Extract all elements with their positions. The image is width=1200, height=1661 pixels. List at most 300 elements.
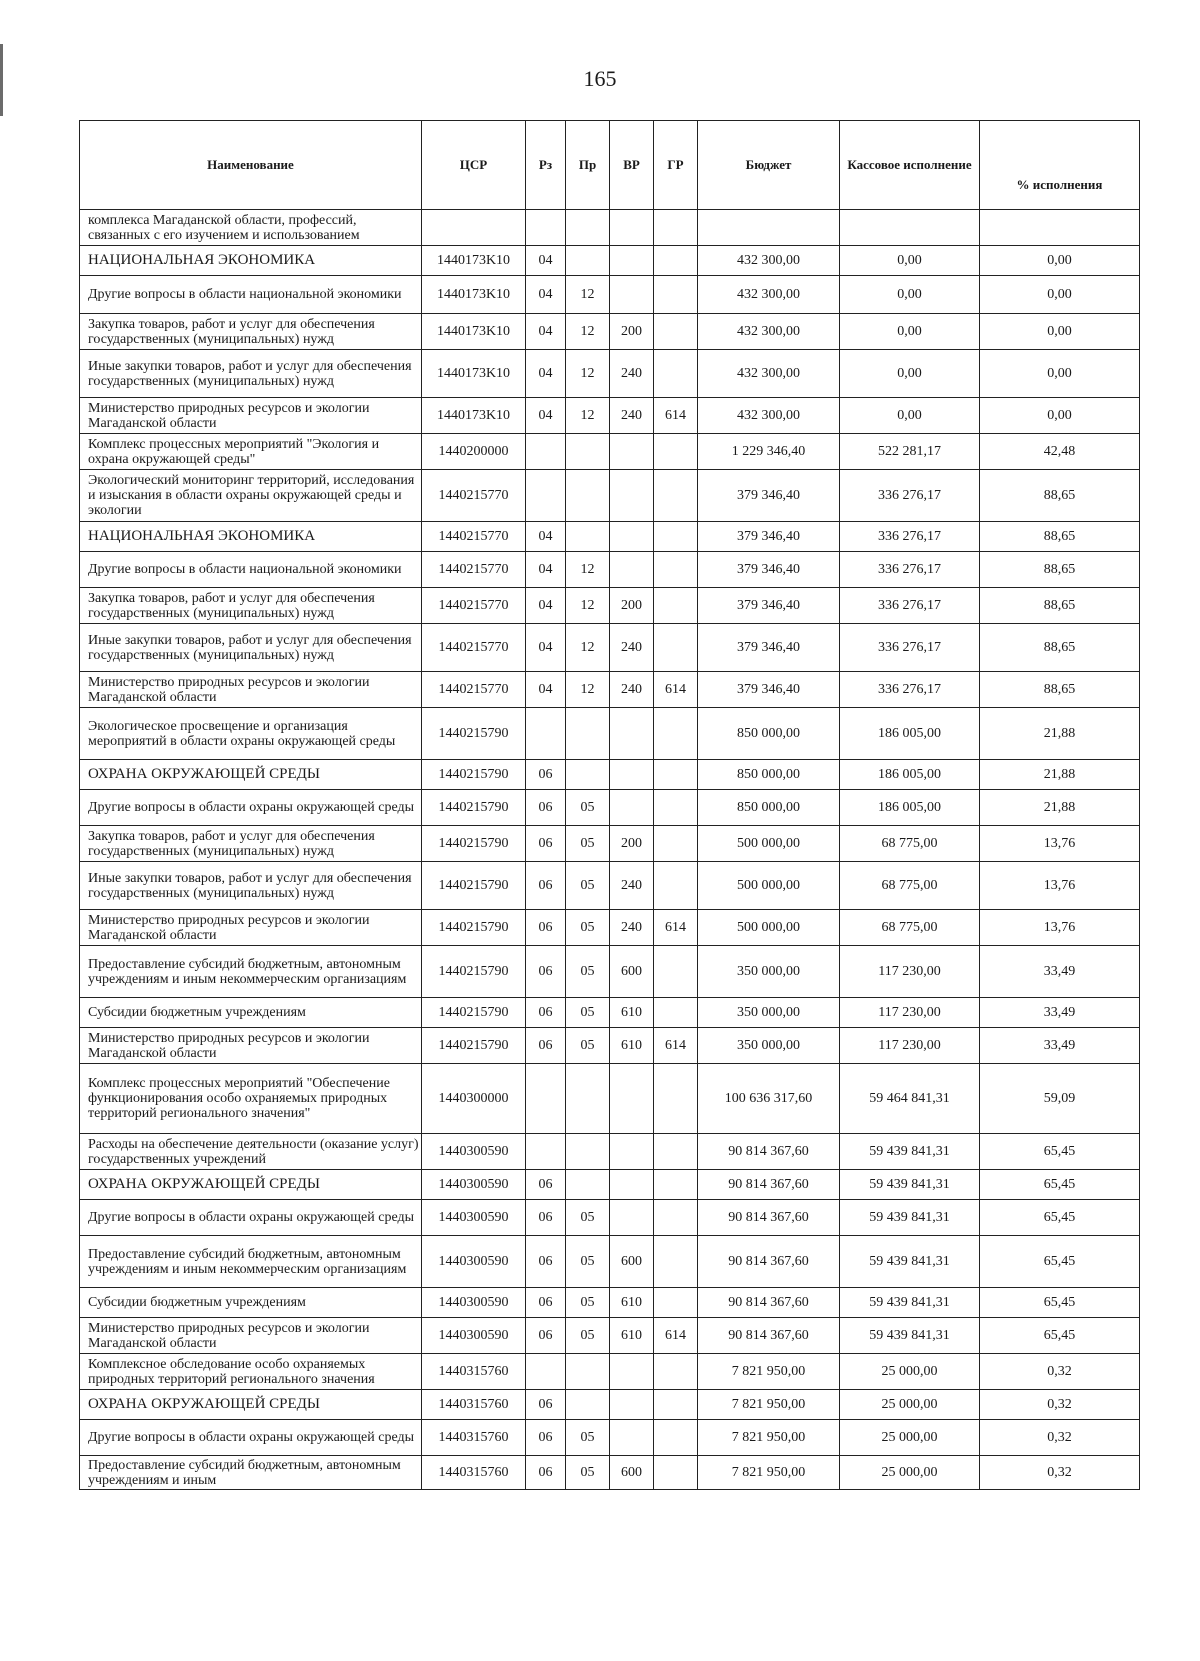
row-gr [654,434,698,470]
row-pr [566,760,610,790]
row-csr: 1440215770 [422,624,526,672]
row-rz: 06 [526,760,566,790]
row-percent-execution: 0,32 [980,1456,1140,1490]
row-pr [566,708,610,760]
table-row [80,522,1140,552]
row-gr [654,1288,698,1318]
row-vr: 200 [610,588,654,624]
row-pr: 12 [566,314,610,350]
row-cash-execution: 25 000,00 [840,1390,980,1420]
row-pr: 05 [566,862,610,910]
table-row [80,1456,1140,1490]
row-name: Закупка товаров, работ и услуг для обеспечения государственных (муниципальных) нужд [80,588,422,624]
row-cash-execution: 59 464 841,31 [840,1064,980,1134]
row-rz: 06 [526,1200,566,1236]
row-pr: 05 [566,946,610,998]
row-percent-execution: 33,49 [980,998,1140,1028]
table-body [80,210,1140,1490]
row-name: ОХРАНА ОКРУЖАЮЩЕЙ СРЕДЫ [80,1390,422,1420]
row-name: комплекса Магаданской области, профессий, связанных с его изучением и использованием [80,210,422,246]
row-pr [566,470,610,522]
row-budget: 7 821 950,00 [698,1390,840,1420]
row-vr: 240 [610,672,654,708]
row-budget: 1 229 346,40 [698,434,840,470]
row-rz: 06 [526,1420,566,1456]
row-gr: 614 [654,910,698,946]
table-row [80,790,1140,826]
row-pr: 05 [566,1236,610,1288]
table-row [80,1236,1140,1288]
row-vr: 600 [610,946,654,998]
table-row [80,1134,1140,1170]
row-budget: 850 000,00 [698,760,840,790]
row-gr [654,210,698,246]
row-vr [610,760,654,790]
row-budget: 7 821 950,00 [698,1456,840,1490]
header-rz: Рз [526,121,566,210]
row-name: Министерство природных ресурсов и экологии Магаданской области [80,910,422,946]
row-budget: 90 814 367,60 [698,1288,840,1318]
row-rz: 04 [526,588,566,624]
row-cash-execution [840,210,980,246]
row-rz: 06 [526,1318,566,1354]
row-vr [610,246,654,276]
row-cash-execution: 336 276,17 [840,672,980,708]
row-name: Предоставление субсидий бюджетным, автономным учреждениям и иным [80,1456,422,1490]
row-pr [566,246,610,276]
row-csr: 1440200000 [422,434,526,470]
row-csr: 1440300590 [422,1134,526,1170]
header-vr: ВР [610,121,654,210]
row-percent-execution: 88,65 [980,552,1140,588]
row-pr: 12 [566,624,610,672]
row-vr [610,1354,654,1390]
row-cash-execution: 336 276,17 [840,470,980,522]
table-row [80,946,1140,998]
row-csr: 1440315760 [422,1456,526,1490]
row-name: НАЦИОНАЛЬНАЯ ЭКОНОМИКА [80,522,422,552]
row-rz: 04 [526,314,566,350]
row-name: Комплексное обследование особо охраняемых природных территорий регионального значения [80,1354,422,1390]
row-pr [566,522,610,552]
row-csr: 1440173K10 [422,350,526,398]
row-name: Предоставление субсидий бюджетным, автономным учреждениям и иным некоммерческим организациям [80,1236,422,1288]
row-name: НАЦИОНАЛЬНАЯ ЭКОНОМИКА [80,246,422,276]
row-pr: 05 [566,826,610,862]
row-budget: 379 346,40 [698,672,840,708]
row-cash-execution: 0,00 [840,276,980,314]
row-vr [610,552,654,588]
row-csr: 1440215790 [422,708,526,760]
header-budget: Бюджет [698,121,840,210]
table-row [80,672,1140,708]
table-row [80,1354,1140,1390]
row-pr: 05 [566,998,610,1028]
table-row [80,1028,1140,1064]
row-budget [698,210,840,246]
row-rz: 04 [526,398,566,434]
row-percent-execution: 65,45 [980,1134,1140,1170]
row-rz [526,1134,566,1170]
row-gr [654,624,698,672]
row-rz: 04 [526,350,566,398]
row-vr: 240 [610,624,654,672]
row-budget: 432 300,00 [698,276,840,314]
row-percent-execution: 0,00 [980,314,1140,350]
row-vr: 610 [610,1028,654,1064]
row-csr: 1440315760 [422,1420,526,1456]
row-rz: 06 [526,946,566,998]
row-gr [654,1390,698,1420]
table-row [80,910,1140,946]
row-vr [610,1170,654,1200]
row-rz: 06 [526,1456,566,1490]
row-csr: 1440173K10 [422,314,526,350]
row-pr [566,1354,610,1390]
row-pr: 05 [566,1420,610,1456]
row-vr [610,708,654,760]
row-budget: 90 814 367,60 [698,1134,840,1170]
row-gr [654,708,698,760]
header-gr: ГР [654,121,698,210]
row-percent-execution: 88,65 [980,672,1140,708]
row-name: Расходы на обеспечение деятельности (оказание услуг) государственных учреждений [80,1134,422,1170]
row-vr: 600 [610,1236,654,1288]
row-rz: 06 [526,862,566,910]
row-budget: 379 346,40 [698,588,840,624]
row-cash-execution: 59 439 841,31 [840,1288,980,1318]
row-percent-execution: 59,09 [980,1064,1140,1134]
row-csr: 1440215790 [422,790,526,826]
row-name: Экологическое просвещение и организация мероприятий в области охраны окружающей среды [80,708,422,760]
row-name: Другие вопросы в области охраны окружающей среды [80,1200,422,1236]
row-cash-execution: 59 439 841,31 [840,1134,980,1170]
table-row [80,760,1140,790]
row-csr: 1440300590 [422,1170,526,1200]
row-csr: 1440300590 [422,1236,526,1288]
row-cash-execution: 0,00 [840,350,980,398]
table-row [80,210,1140,246]
row-gr [654,246,698,276]
row-csr: 1440315760 [422,1390,526,1420]
row-gr [654,350,698,398]
row-pr: 05 [566,1456,610,1490]
table-row [80,276,1140,314]
row-cash-execution: 117 230,00 [840,946,980,998]
table-row [80,624,1140,672]
row-csr: 1440173K10 [422,246,526,276]
row-name: Закупка товаров, работ и услуг для обеспечения государственных (муниципальных) нужд [80,826,422,862]
row-rz: 06 [526,790,566,826]
row-pr: 12 [566,588,610,624]
row-name: Субсидии бюджетным учреждениям [80,998,422,1028]
row-rz [526,1064,566,1134]
row-budget: 432 300,00 [698,246,840,276]
row-percent-execution: 33,49 [980,1028,1140,1064]
row-percent-execution: 65,45 [980,1170,1140,1200]
row-percent-execution: 0,32 [980,1420,1140,1456]
row-csr: 1440215770 [422,522,526,552]
row-rz: 04 [526,522,566,552]
row-cash-execution: 117 230,00 [840,998,980,1028]
row-gr [654,862,698,910]
row-pr: 05 [566,1200,610,1236]
row-gr [654,1354,698,1390]
row-budget: 90 814 367,60 [698,1200,840,1236]
header-csr: ЦСР [422,121,526,210]
row-gr [654,760,698,790]
row-cash-execution: 336 276,17 [840,552,980,588]
row-rz [526,1354,566,1390]
row-pr [566,1390,610,1420]
row-cash-execution: 25 000,00 [840,1420,980,1456]
table-row [80,1420,1140,1456]
row-cash-execution: 117 230,00 [840,1028,980,1064]
row-gr [654,1170,698,1200]
row-cash-execution: 59 439 841,31 [840,1236,980,1288]
row-vr: 240 [610,398,654,434]
row-budget: 500 000,00 [698,862,840,910]
row-gr [654,1064,698,1134]
row-gr [654,552,698,588]
row-budget: 850 000,00 [698,708,840,760]
row-cash-execution: 0,00 [840,246,980,276]
row-cash-execution: 0,00 [840,314,980,350]
row-percent-execution: 65,45 [980,1288,1140,1318]
table-row [80,1318,1140,1354]
row-budget: 432 300,00 [698,350,840,398]
row-name: Экологический мониторинг территорий, исследования и изыскания в области охраны окружающей среды и экологии [80,470,422,522]
row-percent-execution: 65,45 [980,1318,1140,1354]
row-gr [654,522,698,552]
row-rz: 04 [526,552,566,588]
table-row [80,1170,1140,1200]
row-gr: 614 [654,1318,698,1354]
row-csr: 1440215790 [422,862,526,910]
row-vr [610,790,654,826]
row-percent-execution: 88,65 [980,470,1140,522]
row-csr: 1440300590 [422,1288,526,1318]
row-vr [610,1134,654,1170]
row-csr: 1440215790 [422,946,526,998]
row-percent-execution: 33,49 [980,946,1140,998]
table-row [80,708,1140,760]
row-vr: 240 [610,910,654,946]
table-row [80,826,1140,862]
row-cash-execution: 186 005,00 [840,760,980,790]
table-row [80,1390,1140,1420]
row-vr: 200 [610,314,654,350]
row-name: Комплекс процессных мероприятий "Экология и охрана окружающей среды" [80,434,422,470]
row-cash-execution: 25 000,00 [840,1456,980,1490]
budget-execution-table [79,120,1140,1490]
table-row [80,1288,1140,1318]
row-name: Иные закупки товаров, работ и услуг для обеспечения государственных (муниципальных) нужд [80,862,422,910]
row-rz: 06 [526,998,566,1028]
row-cash-execution: 336 276,17 [840,588,980,624]
header-name: Наименование [80,121,422,210]
table-row [80,350,1140,398]
row-csr: 1440215790 [422,910,526,946]
table-row [80,998,1140,1028]
row-percent-execution: 21,88 [980,760,1140,790]
row-cash-execution: 336 276,17 [840,522,980,552]
row-pr: 12 [566,552,610,588]
row-gr: 614 [654,398,698,434]
row-cash-execution: 68 775,00 [840,862,980,910]
row-cash-execution: 59 439 841,31 [840,1200,980,1236]
row-cash-execution: 522 281,17 [840,434,980,470]
row-csr: 1440173K10 [422,276,526,314]
row-rz: 04 [526,276,566,314]
row-budget: 7 821 950,00 [698,1354,840,1390]
row-rz: 04 [526,246,566,276]
row-cash-execution: 0,00 [840,398,980,434]
row-vr: 610 [610,1288,654,1318]
row-name: ОХРАНА ОКРУЖАЮЩЕЙ СРЕДЫ [80,760,422,790]
row-budget: 379 346,40 [698,470,840,522]
row-cash-execution: 59 439 841,31 [840,1170,980,1200]
row-budget: 7 821 950,00 [698,1420,840,1456]
row-percent-execution: 0,00 [980,398,1140,434]
row-name: Министерство природных ресурсов и экологии Магаданской области [80,398,422,434]
row-cash-execution: 186 005,00 [840,790,980,826]
row-gr [654,826,698,862]
row-gr [654,1420,698,1456]
row-vr: 610 [610,998,654,1028]
row-csr: 1440215770 [422,672,526,708]
row-cash-execution: 25 000,00 [840,1354,980,1390]
row-name: Министерство природных ресурсов и экологии Магаданской области [80,1028,422,1064]
row-budget: 379 346,40 [698,624,840,672]
table-row [80,552,1140,588]
row-gr [654,314,698,350]
row-pr [566,434,610,470]
row-percent-execution: 21,88 [980,790,1140,826]
row-csr: 1440173K10 [422,398,526,434]
row-name: Министерство природных ресурсов и экологии Магаданской области [80,1318,422,1354]
row-rz [526,210,566,246]
table-row [80,246,1140,276]
row-rz: 04 [526,672,566,708]
row-csr: 1440215770 [422,470,526,522]
row-percent-execution: 65,45 [980,1200,1140,1236]
row-percent-execution: 13,76 [980,862,1140,910]
row-gr [654,1200,698,1236]
table-row [80,314,1140,350]
row-rz [526,708,566,760]
row-gr [654,998,698,1028]
row-vr [610,1200,654,1236]
row-percent-execution: 88,65 [980,624,1140,672]
row-csr: 1440215790 [422,826,526,862]
row-gr [654,276,698,314]
row-name: ОХРАНА ОКРУЖАЮЩЕЙ СРЕДЫ [80,1170,422,1200]
row-pr [566,1134,610,1170]
row-rz: 06 [526,826,566,862]
row-name: Другие вопросы в области охраны окружающей среды [80,1420,422,1456]
row-name: Министерство природных ресурсов и экологии Магаданской области [80,672,422,708]
row-percent-execution: 21,88 [980,708,1140,760]
table-header [80,121,1140,210]
row-pr: 05 [566,790,610,826]
row-name: Предоставление субсидий бюджетным, автономным учреждениям и иным некоммерческим организациям [80,946,422,998]
row-csr: 1440300590 [422,1318,526,1354]
row-csr: 1440315760 [422,1354,526,1390]
row-pr: 12 [566,276,610,314]
row-percent-execution [980,210,1140,246]
row-csr: 1440300590 [422,1200,526,1236]
table-row [80,862,1140,910]
row-pr [566,1064,610,1134]
row-name: Субсидии бюджетным учреждениям [80,1288,422,1318]
row-vr [610,434,654,470]
row-percent-execution: 42,48 [980,434,1140,470]
row-budget: 850 000,00 [698,790,840,826]
row-budget: 432 300,00 [698,314,840,350]
row-rz: 06 [526,1390,566,1420]
row-csr: 1440215790 [422,998,526,1028]
header-cash-execution: Кассовое исполнение [840,121,980,210]
row-budget: 350 000,00 [698,946,840,998]
row-rz: 04 [526,624,566,672]
row-vr: 610 [610,1318,654,1354]
row-budget: 500 000,00 [698,910,840,946]
row-vr: 200 [610,826,654,862]
row-name: Иные закупки товаров, работ и услуг для обеспечения государственных (муниципальных) нужд [80,624,422,672]
row-name: Другие вопросы в области национальной экономики [80,276,422,314]
table-row [80,1200,1140,1236]
row-percent-execution: 0,32 [980,1390,1140,1420]
row-name: Закупка товаров, работ и услуг для обеспечения государственных (муниципальных) нужд [80,314,422,350]
row-vr: 240 [610,350,654,398]
row-vr [610,1390,654,1420]
row-budget: 350 000,00 [698,998,840,1028]
row-gr [654,1236,698,1288]
row-gr: 614 [654,1028,698,1064]
row-pr: 12 [566,350,610,398]
row-pr: 12 [566,672,610,708]
row-percent-execution: 88,65 [980,588,1140,624]
row-budget: 379 346,40 [698,522,840,552]
table-row [80,1064,1140,1134]
row-csr: 1440215770 [422,588,526,624]
row-csr [422,210,526,246]
row-gr [654,588,698,624]
row-vr [610,276,654,314]
row-pr [566,210,610,246]
row-pr: 05 [566,910,610,946]
row-csr: 1440215770 [422,552,526,588]
row-percent-execution: 0,00 [980,276,1140,314]
row-cash-execution: 68 775,00 [840,910,980,946]
row-pr [566,1170,610,1200]
row-cash-execution: 336 276,17 [840,624,980,672]
row-rz [526,434,566,470]
row-rz [526,470,566,522]
row-percent-execution: 13,76 [980,910,1140,946]
row-cash-execution: 59 439 841,31 [840,1318,980,1354]
row-csr: 1440215790 [422,1028,526,1064]
row-gr [654,470,698,522]
row-budget: 350 000,00 [698,1028,840,1064]
row-csr: 1440215790 [422,760,526,790]
page-number: 165 [583,66,617,91]
row-budget: 90 814 367,60 [698,1236,840,1288]
row-budget: 432 300,00 [698,398,840,434]
row-gr [654,946,698,998]
row-rz: 06 [526,1288,566,1318]
